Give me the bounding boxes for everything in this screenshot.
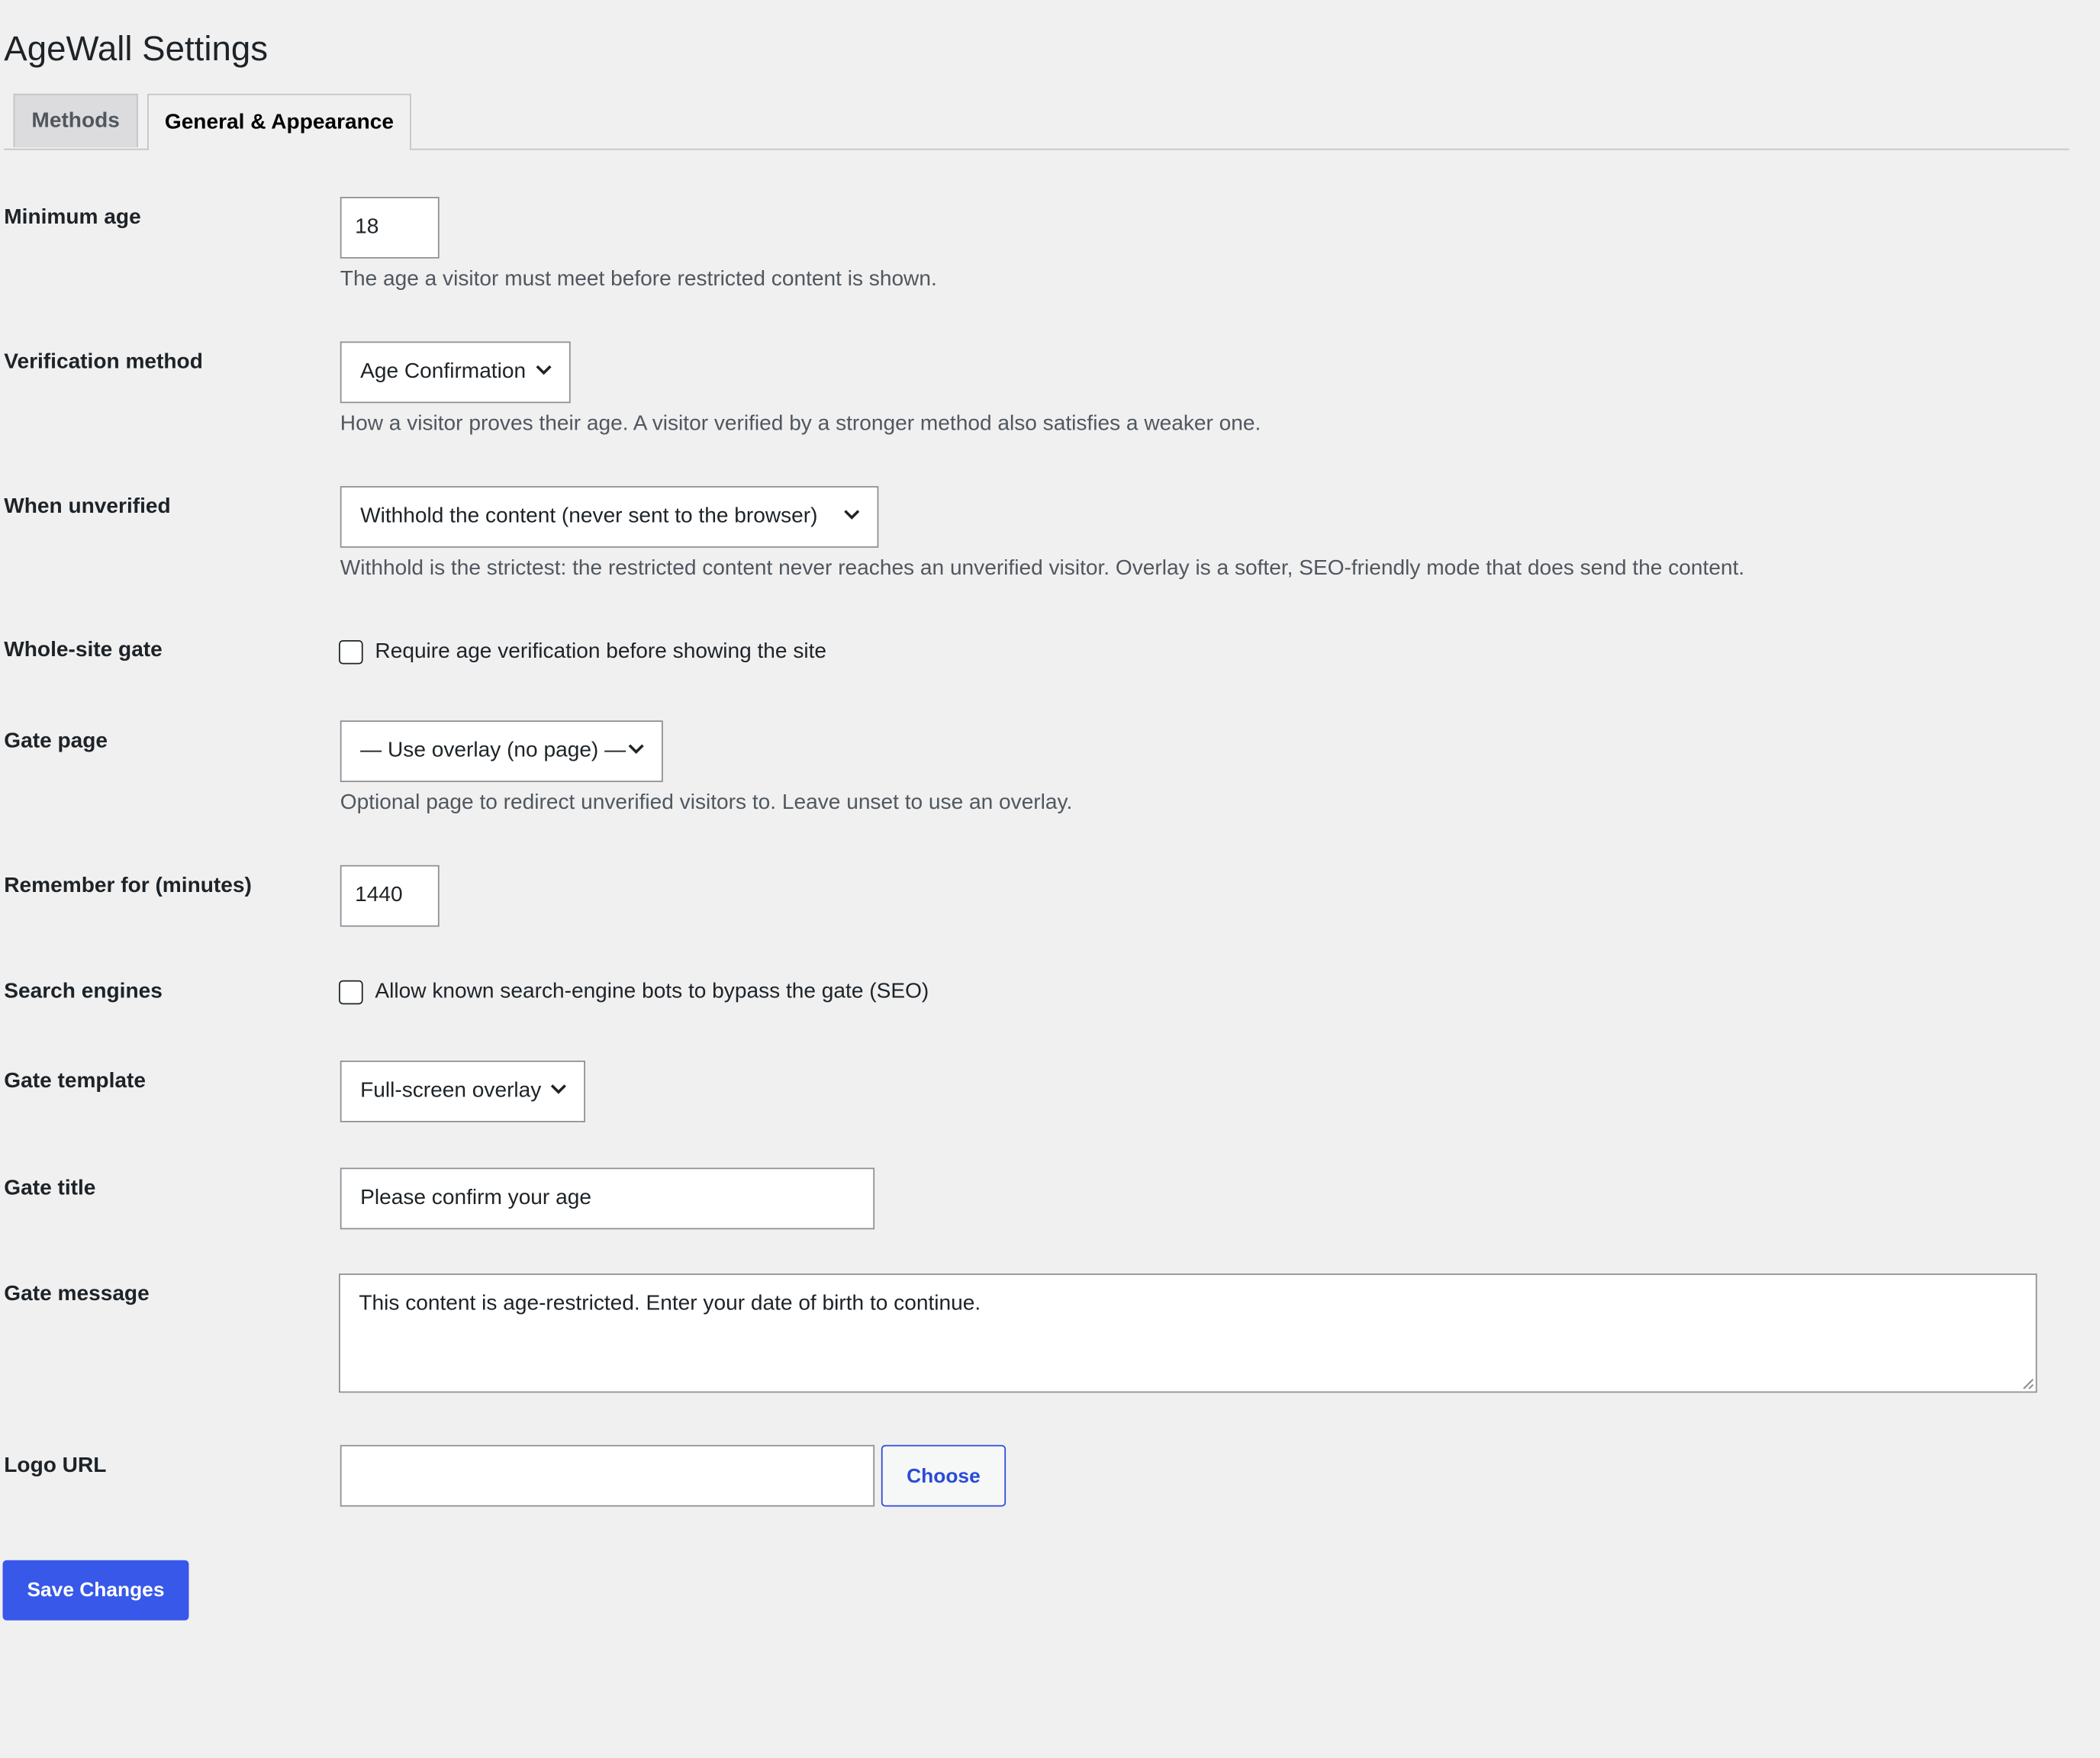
chevron-down-icon xyxy=(549,1080,568,1099)
gate-page-description: Optional page to redirect unverified visitors to. Leave unset to use an overlay. xyxy=(340,791,1073,815)
logo-url-input[interactable] xyxy=(340,1445,874,1507)
search-engines-checkbox-label: Allow known search-engine bots to bypass the gate (SEO) xyxy=(375,980,929,1003)
gate-template-select[interactable] xyxy=(340,1061,585,1122)
gate-message-wrapper xyxy=(339,1273,2037,1393)
chevron-down-icon xyxy=(842,505,862,524)
page-title: AgeWall Settings xyxy=(4,27,269,69)
gate-template-value: Full-screen overlay xyxy=(360,1079,542,1103)
search-engines-option xyxy=(339,980,929,1005)
search-engines-checkbox[interactable] xyxy=(339,980,363,1005)
chevron-down-icon xyxy=(534,360,553,379)
verification-method-value: Age Confirmation xyxy=(360,360,527,383)
gate-title-input[interactable] xyxy=(340,1167,874,1229)
when-unverified-label: When unverified xyxy=(4,495,171,519)
when-unverified-description: Withhold is the strictest: the restricted content never reaches an unverified visitor. Overlay is a softer, SEO-friendly mode that does send the content. xyxy=(340,557,1745,580)
when-unverified-select[interactable] xyxy=(340,486,879,548)
gate-page-select[interactable] xyxy=(340,720,663,782)
when-unverified-value: Withhold the content (never sent to the browser) xyxy=(360,504,818,528)
minimum-age-input[interactable] xyxy=(340,197,440,259)
tab-methods[interactable]: Methods xyxy=(14,94,138,147)
verification-method-label: Verification method xyxy=(4,350,203,374)
search-engines-label: Search engines xyxy=(4,980,163,1003)
gate-page-label: Gate page xyxy=(4,729,108,753)
gate-page-value: — Use overlay (no page) — xyxy=(360,739,626,762)
whole-site-gate-checkbox-label: Require age verification before showing the site xyxy=(375,639,827,663)
gate-message-label: Gate message xyxy=(4,1283,150,1306)
remember-for-label: Remember for (minutes) xyxy=(4,874,252,897)
whole-site-gate-option xyxy=(339,640,826,665)
minimum-age-label: Minimum age xyxy=(4,206,141,230)
gate-message-textarea[interactable] xyxy=(339,1273,2037,1393)
tab-general-appearance[interactable]: General & Appearance xyxy=(147,94,411,150)
chevron-down-icon xyxy=(626,739,646,758)
gate-template-label: Gate template xyxy=(4,1070,146,1093)
verification-method-description: How a visitor proves their age. A visitor verified by a stronger method also satisfies a weaker one. xyxy=(340,412,1261,436)
logo-url-label: Logo URL xyxy=(4,1454,107,1477)
choose-logo-button[interactable]: Choose xyxy=(881,1445,1006,1507)
verification-method-select[interactable] xyxy=(340,342,571,404)
minimum-age-description: The age a visitor must meet before restricted content is shown. xyxy=(340,268,937,291)
resize-grip-icon[interactable] xyxy=(2021,1376,2034,1390)
tab-bar xyxy=(4,94,2069,150)
save-changes-button[interactable]: Save Changes xyxy=(3,1560,189,1621)
remember-for-input[interactable] xyxy=(340,865,440,927)
whole-site-gate-label: Whole-site gate xyxy=(4,639,163,662)
gate-title-label: Gate title xyxy=(4,1177,96,1200)
whole-site-gate-checkbox[interactable] xyxy=(339,640,363,665)
